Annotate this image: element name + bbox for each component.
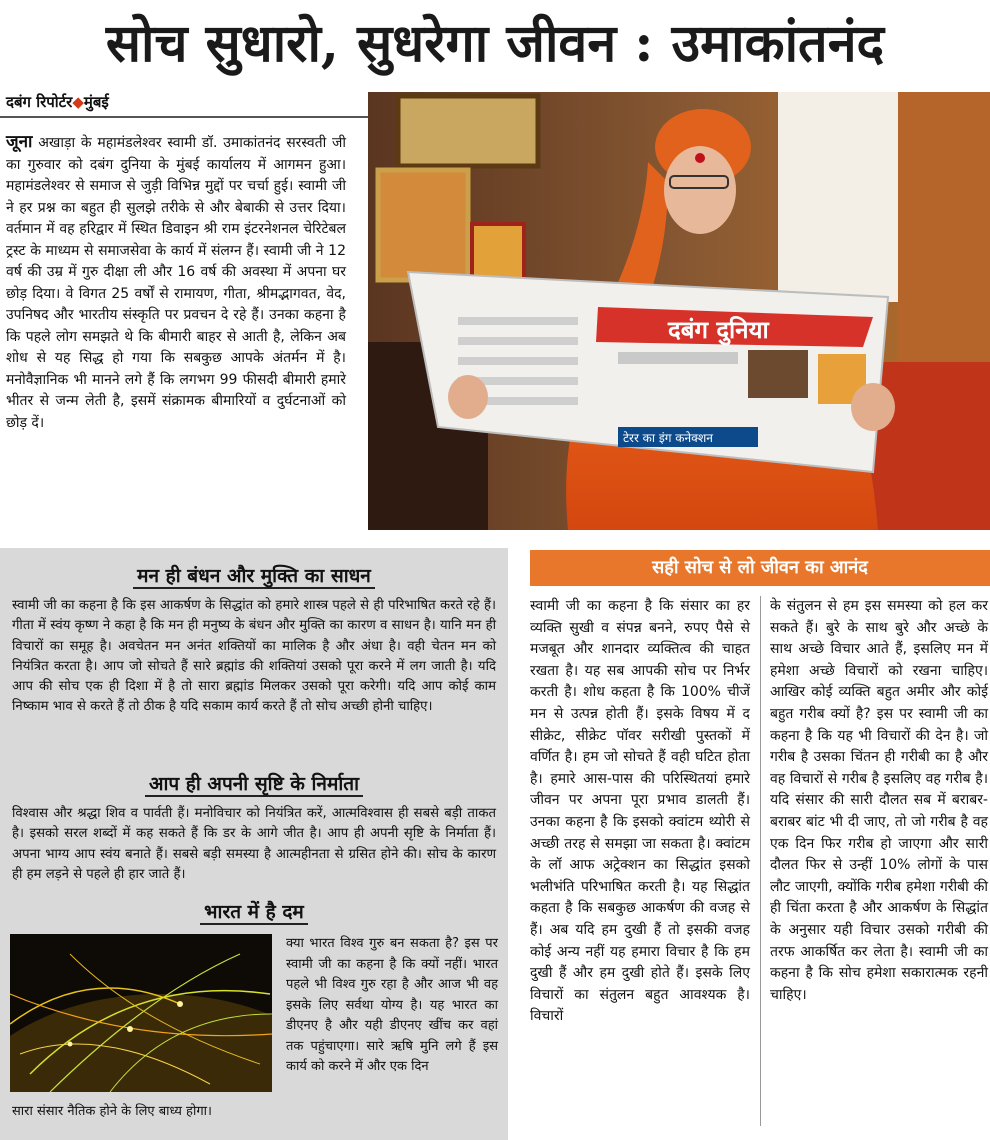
- lead-text: अखाड़ा के महामंडलेश्वर स्वामी डॉ. उमाकांतनंद सरस्वती जी का गुरुवार को दबंग दुनिया के मुंबई कार्यालय में आगमन हुआ। महामंडलेश्वर से समाज से जुड़ी विभिन्न मुद्दों पर चर्चा हुई। स्वामी जी ने हर प्रश्न का बहुत ही सुलझे तरीके से और बेबाकी से उत्तर दिया। वर्तमान में वह हरिद्वार में स्थित डिवाइन श्री राम इंटरनेशनल चेरिटेबल ट्रस्ट के माध्यम से समाजसेवा के कार्य में संलग्न हैं। स्वामी जी ने 12 वर्ष की उम्र में गुरु दीक्षा ली और 16 वर्ष की अवस्था में अपना घर छोड़ दिया। वे विगत 25 वर्षों से रामायण, गीता, श्रीमद्भागवत, वेद, उपनिषद और भारतीय संस्कृति पर प्रवचन दे रहे हैं। उनका कहना है कि पहले लोग समझते थे कि बीमारी बाहर से आती है, लेकिन अब शोध से यह सिद्ध हो गया कि सबकुछ आपके अंतर्मन में है। मनोवैज्ञानिक भी मानने लगे हैं कि लगभग 99 फीसदी बीमारी हमारे भीतर से जन्म लेती है, इसमें संक्रामक बीमारियों व दुर्घटनाओं को छोड़ दें।: [6, 135, 346, 431]
- byline: [6, 92, 109, 112]
- globe-network-image: [10, 934, 272, 1092]
- right-column-2: के संतुलन से हम इस समस्या को हल कर सकते हैं। बुरे के साथ बुरे और अच्छे के साथ अच्छे विचार आते हैं, इसलिए मन में हमेशा अच्छे विचारों को रखना चाहिए। आखिर कोई व्यक्ति बहुत अमीर और कोई बहुत गरीब क्यों है? इस पर स्वामी जी का कहना है कि यह भी विचारों की देन है। जो गरीब है उसका चिंतन ही गरीबी का है और वह विचारों से गरीब है इसलिए वह गरीब है। यदि संसार की सारी दौलत सब में बराबर-बराबर बांट भी दी जाए, तो जो गरीब है वह एक दिन फिर गरीब हो जाएगा और सारी दौलत फिर से उन्हीं 10% लोगों के पास लौट जाएगी, क्योंकि गरीब हमेशा गरीबी की ही चिंता करता है और आकर्षण के सिद्धांत के अनुसार यही विचार उसको गरीबी की तरफ आकर्षित कर लेता है। स्वामी जी का कहना है कि सोच हमेशा सकारात्मक रहनी चाहिए।: [770, 598, 988, 1003]
- swami-reading-photo: [368, 92, 990, 530]
- right-section-title: सही सोच से लो जीवन का आनंद: [530, 550, 990, 586]
- right-column-1: स्वामी जी का कहना है कि संसार का हर व्यक्ति सुखी व संपन्न बनने, रुपए पैसे से मजबूत और शानदार व्यक्तित्व की चाहत रखता है। यह सब आपकी सोच पर निर्भर करती है। शोध कहता है कि 100% चीजें मन से उत्पन्न होती हैं। इसके विषय में द सीक्रेट, सीक्रेट पॉवर सरीखी पुस्तकों में वर्णित है। हम जो सोचते हैं वही घटित होता है। हमारे आस-पास की परिस्थितयां हमारे जीवन पर अपना पूरा प्रभाव डालती हैं। उनका कहना है कि इसको क्वांटम थ्योरी से अच्छी तरह से समझा जा सकता है। क्वांटम के लॉ आफ अट्रेक्शन का सिद्धांत इसको भलीभंति परिभाषित करती है। यह सिद्धांत कहता है कि सबकुछ आकर्षण की वजह से हैं। अब यदि हम दुखी हैं तो इसकी वजह कोई अन्य नहीं यह हमारा विचार है कि हम दुखी हैं और हम दुखी होते हैं। इसके लिए विचारों का संतुलन बहुत आवश्यक है। विचारों: [530, 598, 750, 1025]
- section-3-text: क्या भारत विश्व गुरु बन सकता है? इस पर स्वामी जी का कहना है कि क्यों नहीं। भारत पहले भी विश्व गुरु रहा है और आज भी वह इसके लिए सर्वथा योग्य है। यह भारत का डीएनए है और यही डीएनए खींच कर वहां तक पहुंचाएगा। सारे ऋषि मुनि लगे हैं इस कार्य को करने में और एक दिन: [286, 936, 498, 1074]
- section-1-title: मन ही बंधन और मुक्ति का साधन: [0, 562, 508, 588]
- newspaper-masthead: दबंग दुनिया: [668, 315, 769, 344]
- byline-divider: [0, 116, 368, 118]
- column-divider: [760, 596, 761, 1126]
- newspaper-headline: टेरर का इंग कनेक्शन: [623, 431, 713, 445]
- page-headline: सोच सुधारो, सुधरेगा जीवन : उमाकांतनंद: [105, 13, 885, 74]
- section-2-text: विश्वास और श्रद्धा शिव व पार्वती हैं। मनोविचार को नियंत्रित करें, आत्मविश्वास ही सबसे बड़ी ताकत है। इसको सरल शब्दों में कह सकते हैं कि डर के आगे जीत है। आप ही अपनी सृष्टि के निर्माता हैं। अपना भाग्य आप स्वंय बनाते हैं। सबसे बड़ी समस्या है आत्महीनता से ग्रसित होने की। सोच के कारण ही हम लड़ने से पहले ही हार जाते हैं।: [12, 806, 496, 882]
- byline-city: मुंबई: [83, 93, 109, 111]
- section-3-title: भारत में है दम: [0, 898, 508, 924]
- section-2-title: आप ही अपनी सृष्टि के निर्माता: [0, 770, 508, 796]
- byline-reporter: दबंग रिपोर्टर: [6, 93, 73, 111]
- lead-paragraph: [6, 132, 346, 434]
- byline-separator: ◆: [72, 93, 84, 111]
- lead-first-word: जूना: [6, 132, 33, 152]
- section-3-caption: सारा संसार नैतिक होने के लिए बाध्य होगा।: [12, 1104, 212, 1119]
- section-1-text: स्वामी जी का कहना है कि इस आकर्षण के सिद्धांत को हमारे शास्त्र पहले से ही परिभाषित करते रहे हैं। गीता में स्वंय कृष्ण ने कहा है कि मन ही मनुष्य के बंधन और मुक्ति का कारण व साधन है। यानि मन ही विचारों का समूह है। अवचेतन मन अनंत शक्तियों का मालिक है और अंधा है। वही चेतन मन को नियंत्रित करता है। आप जो सोचते हैं सारे ब्रह्मांड की शक्तियां उसको पूरा करने में लग जाती है। यदि आप की सोच एक ही दिशा में है तो सारा ब्रह्मांड मिलकर उसको पूरा करेगी। यदि आप कोई काम निष्काम भाव से करते हैं तो ठीक है यदि सकाम कार्य करते हैं तो सोच अच्छी होनी चाहिए।: [12, 598, 496, 715]
